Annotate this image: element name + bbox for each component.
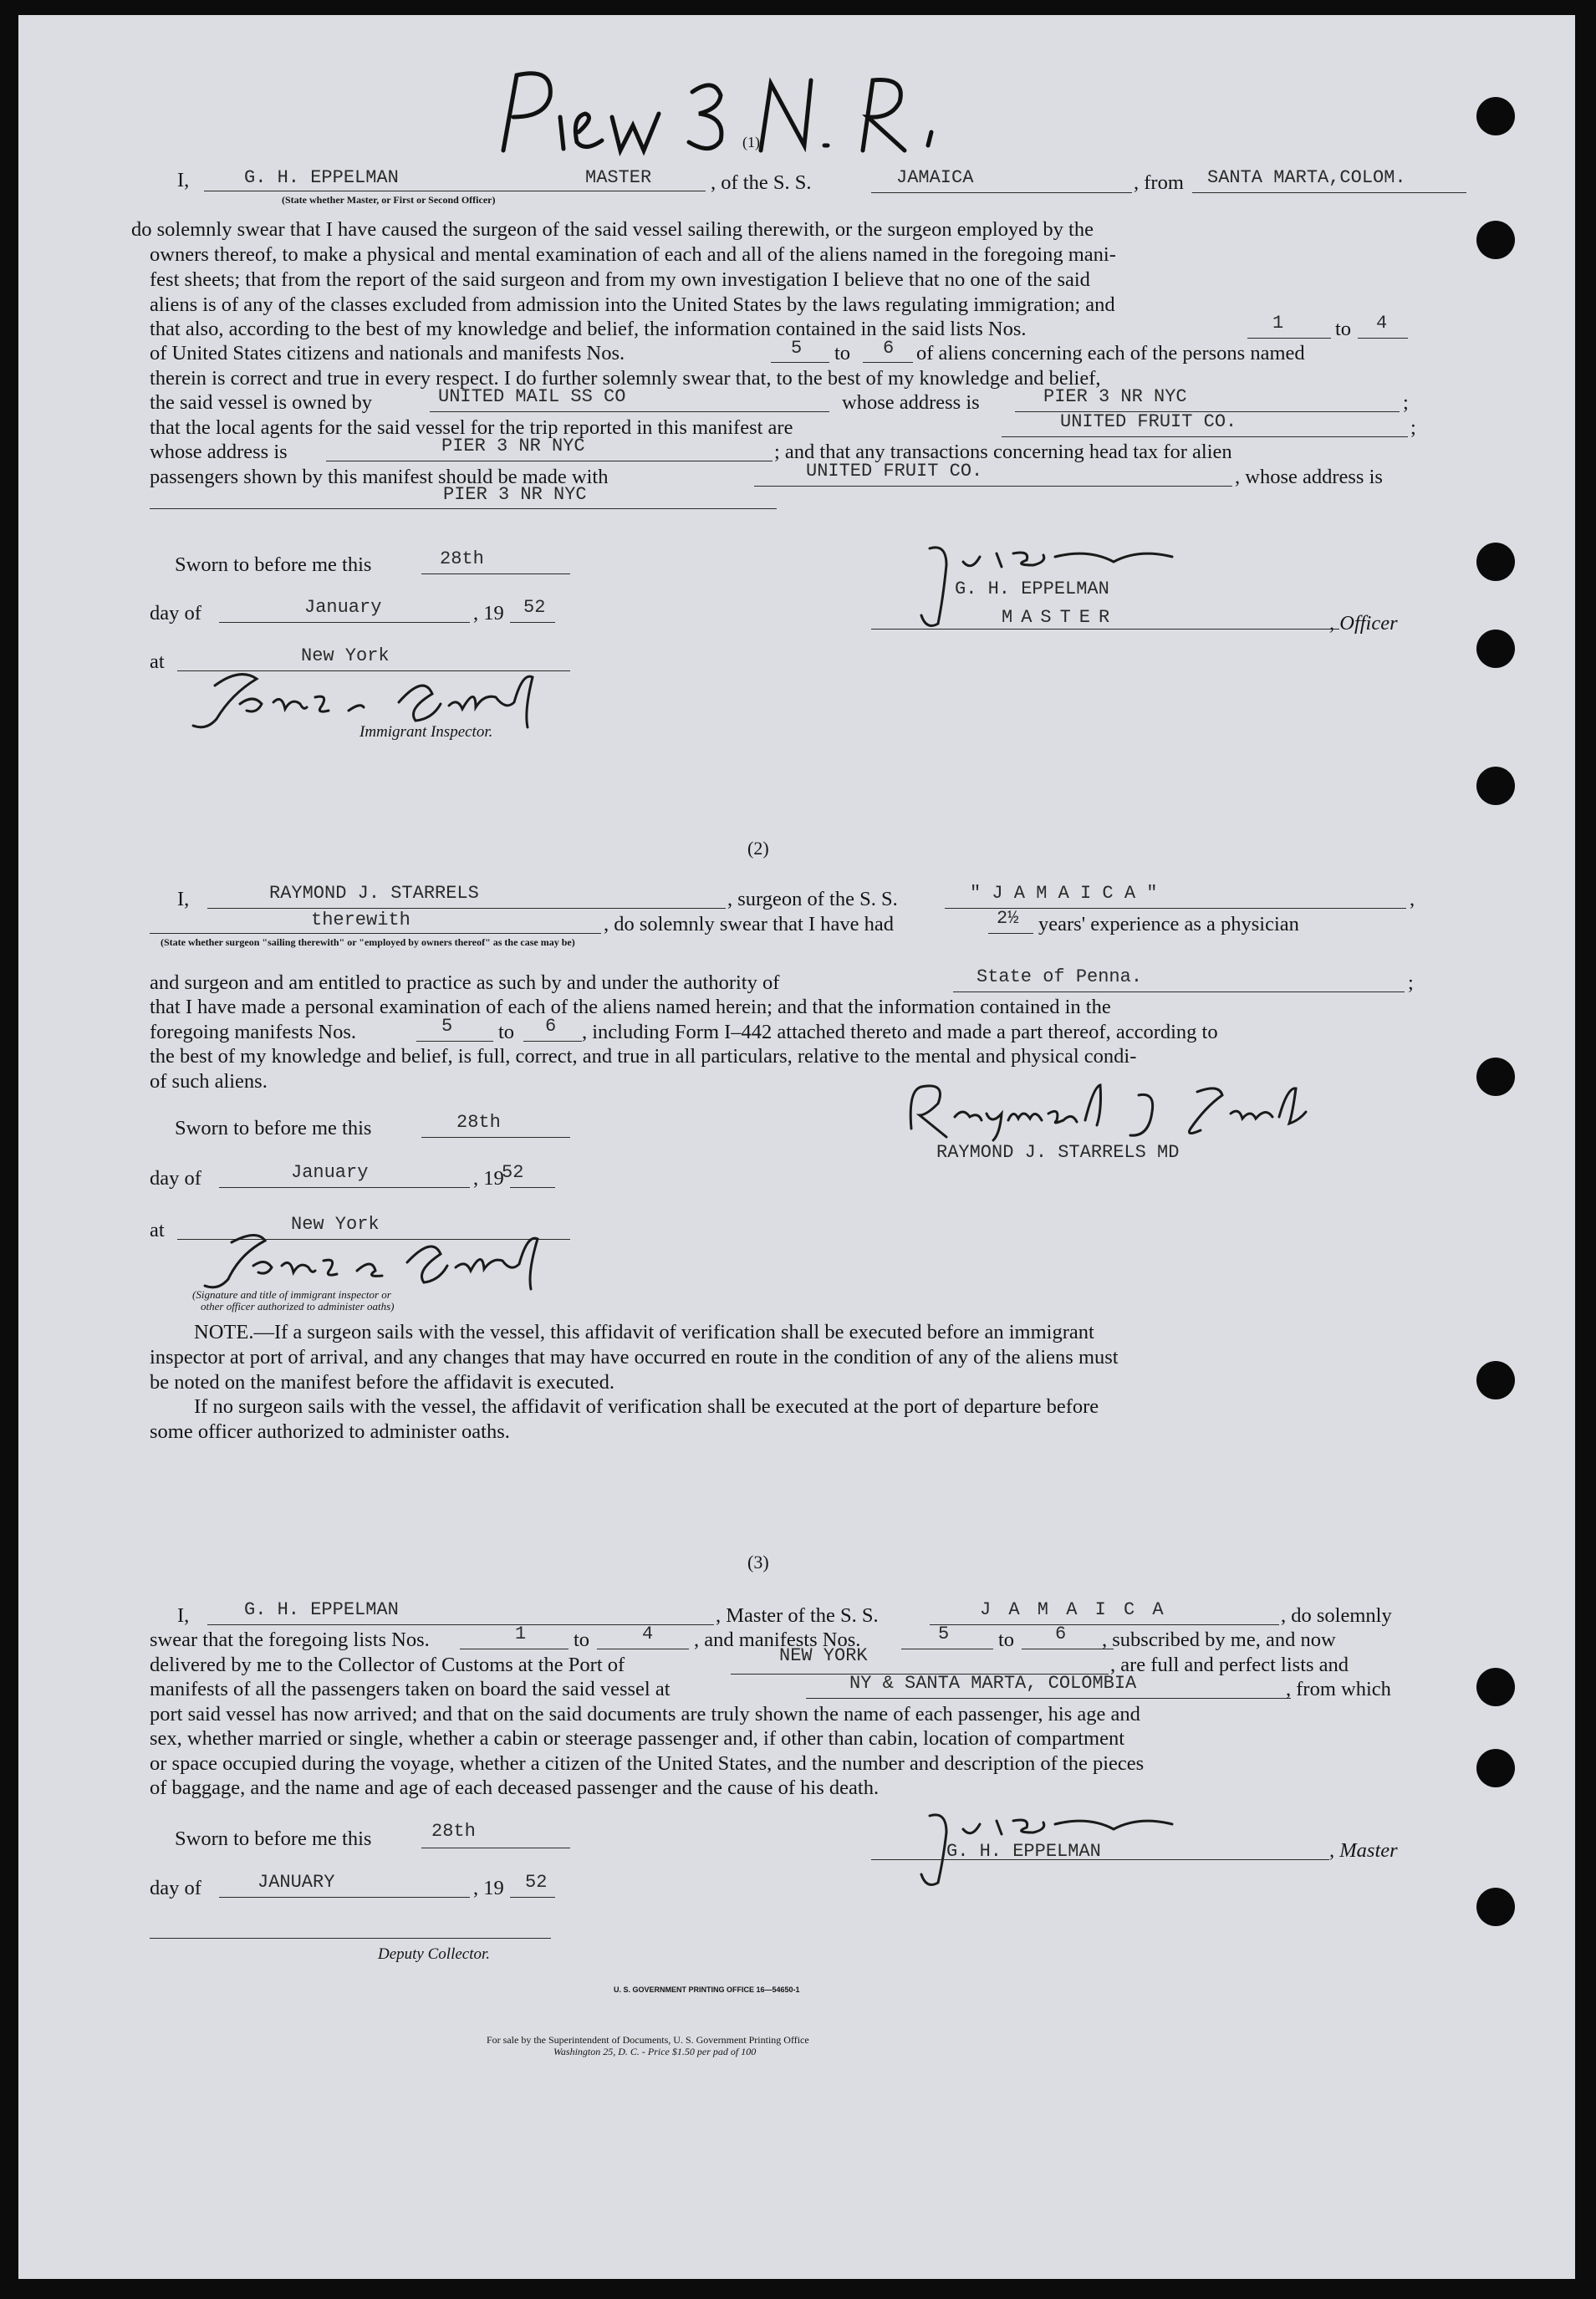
day-of-label: day of [150,602,201,624]
vessel-name: JAMAICA [896,167,974,188]
s3-line-0: port said vessel has now arrived; and that on the said documents are truly shown the name of each passenger, his age and [150,1703,1140,1726]
collector-caption: Deputy Collector. [378,1945,491,1963]
s2-line-0: and surgeon and am entitled to practice as such by and under the authority of [150,971,780,994]
section-2-number: (2) [747,838,769,859]
sworn-label: Sworn to before me this [175,1117,372,1139]
inspector-caption: Immigrant Inspector. [359,723,493,741]
master-name: G. H. EPPELMAN [244,1599,399,1620]
month: JANUARY [258,1872,335,1893]
document-page [18,15,1575,2279]
section-1-i: I, [177,169,190,191]
owner-address: PIER 3 NR NYC [1043,386,1187,407]
master-name: G. H. EPPELMAN [244,167,399,188]
s1-line-2: fest sheets; that from the report of the said surgeon and from my own investigation I believe that no one of the said [150,268,1090,291]
surgeon-vessel: " J A M A I C A " [970,883,1158,904]
s1-line-9: whose address is [150,441,288,463]
sworn-label: Sworn to before me this [175,1827,372,1850]
whose-address-label-2: , whose address is [1235,466,1383,488]
s2-line-2: foregoing manifests Nos. [150,1021,356,1043]
typed-master-name-3: G. H. EPPELMAN [946,1841,1101,1862]
s3-line-1: sex, whether married or single, whether a cabin or steerage passenger and, if other than cabin, location of compartment [150,1727,1125,1750]
sale-note-2: Washington 25, D. C. - Price $1.50 per pad of 100 [553,2046,757,2057]
s3-line1: swear that the foregoing lists Nos. [150,1629,430,1651]
sworn-day: 28th [456,1112,501,1133]
lists-from: 1 [1272,313,1284,334]
typed-surgeon-name: RAYMOND J. STARRELS MD [936,1142,1180,1163]
punch-hole [1476,1361,1515,1399]
head-tax-payee: UNITED FRUIT CO. [806,461,983,482]
s1-line-8: that the local agents for the said vessel for the trip reported in this manifest are [150,416,793,439]
surgeon-name: RAYMOND J. STARRELS [269,883,479,904]
to-word: to [1335,318,1352,340]
punch-hole [1476,1058,1515,1096]
to-word: to [834,342,851,364]
sig-caption-1: (Signature and title of immigrant inspector or [192,1288,391,1301]
manifests-to: 6 [883,338,895,359]
day-of-label: day of [150,1167,201,1190]
officer-label: , Officer [1329,612,1398,635]
from-label: , from [1134,171,1184,194]
s1-line-3: aliens is of any of the classes excluded from admission into the United States by the laws regulating immigration; and [150,293,1115,316]
form-text: , including Form I–442 attached thereto and made a part thereof, according to [582,1021,1218,1043]
month: January [304,597,382,618]
s1-line-1: owners thereof, to make a physical and mental examination of each and all of the aliens named in the foregoing mani- [150,243,1116,266]
typed-master-title: MASTER [1002,607,1119,628]
head-tax-text: ; and that any transactions concerning head tax for alien [774,441,1232,463]
punch-hole [1476,221,1515,259]
from-which-text: , from which [1286,1678,1391,1700]
note-line-0: NOTE.—If a surgeon sails with the vessel, this affidavit of verification shall be executed before an immigrant [194,1321,1094,1343]
master-rank: MASTER [585,167,652,188]
section-3-i: I, [177,1604,190,1627]
month: January [291,1162,369,1183]
s1-line-6: therein is correct and true in every respect. I do further solemnly swear that, to the best of my knowledge and belief, [150,367,1101,390]
years-text: years' experience as a physician [1038,913,1299,935]
surgeon-of-label: , surgeon of the S. S. [727,888,898,910]
lists-to: 4 [642,1624,654,1644]
master-label: , Master [1329,1839,1398,1862]
sale-note-1: For sale by the Superintendent of Documents, U. S. Government Printing Office [487,2034,809,2046]
handwritten-header [495,59,963,167]
day-of-label: day of [150,1877,201,1899]
s1-line-10: passengers shown by this manifest should be made with [150,466,609,488]
s2-line-3: the best of my knowledge and belief, is full, correct, and true in all particulars, relative to the mental and physical condi- [150,1045,1137,1068]
manifests-to: 6 [545,1016,557,1037]
to-word: to [998,1629,1015,1651]
sig-caption-2: other officer authorized to administer oaths) [201,1300,395,1313]
solemnly-label: , do solemnly [1281,1604,1392,1627]
typed-master-name: G. H. EPPELMAN [955,579,1109,599]
year-prefix: , 19 [473,1167,504,1190]
punch-hole [1476,630,1515,668]
s3-line-3: of baggage, and the name and age of each deceased passenger and the cause of his death. [150,1776,880,1799]
at-label: at [150,650,165,673]
capacity-note: (State whether surgeon "sailing therewith" or "employed by owners thereof" as the case may be) [161,936,575,948]
authority: State of Penna. [976,966,1143,987]
punch-hole [1476,1749,1515,1787]
surgeon-capacity: therewith [311,910,410,930]
arrival-port: NEW YORK [779,1645,868,1666]
punch-hole [1476,1888,1515,1926]
section-1-number: (1) [742,134,760,150]
year-suffix: 52 [523,597,546,618]
punch-hole [1476,543,1515,581]
sworn-label: Sworn to before me this [175,553,372,576]
semicolon: ; [1403,391,1409,414]
comma: , [1410,888,1415,910]
gpo-imprint: U. S. GOVERNMENT PRINTING OFFICE 16—54650-1 [614,1986,800,1994]
full-perfect-text: , are full and perfect lists and [1110,1654,1349,1676]
lists-from: 1 [515,1624,527,1644]
and-manifests-label: , and manifests Nos. [694,1629,861,1651]
manifests-from: 5 [938,1624,950,1644]
payee-address: PIER 3 NR NYC [443,484,587,505]
place: New York [301,645,390,666]
to-word: to [498,1021,515,1043]
punch-hole [1476,1668,1515,1706]
note-line-1: inspector at port of arrival, and any changes that may have occurred en route in the condition of any of the aliens must [150,1346,1119,1369]
s1-line-5: of United States citizens and nationals and manifests Nos. [150,342,625,364]
manifests-from: 5 [791,338,803,359]
of-ss-label: , of the S. S. [711,171,812,194]
semicolon: ; [1410,416,1416,439]
semicolon: ; [1408,971,1414,994]
note-line-3: If no surgeon sails with the vessel, the affidavit of verification shall be executed at the port of departure before [194,1395,1099,1418]
agents-address: PIER 3 NR NYC [441,436,585,456]
lists-to: 4 [1376,313,1388,334]
year-prefix: , 19 [473,1877,504,1899]
from-place: SANTA MARTA,COLOM. [1207,167,1406,188]
s1-line-0: do solemnly swear that I have caused the surgeon of the said vessel sailing therewith, or the surgeon employed by the [131,218,1094,241]
note-line-4: some officer authorized to administer oaths. [150,1420,510,1443]
at-label: at [150,1219,165,1241]
embarkation-ports: NY & SANTA MARTA, COLOMBIA [849,1673,1137,1694]
vessel-name: J A M A I C A [980,1599,1167,1620]
manifests-from: 5 [441,1016,453,1037]
year-prefix: , 19 [473,602,504,624]
s2-line-4: of such aliens. [150,1070,268,1093]
surgeon-signature [888,1070,1339,1145]
manifests-to: 6 [1055,1624,1067,1644]
years-experience: 2½ [997,908,1019,929]
s3-line2: delivered by me to the Collector of Customs at the Port of [150,1654,625,1676]
year-suffix: 52 [502,1162,524,1183]
local-agents: UNITED FRUIT CO. [1060,411,1237,432]
vessel-owner: UNITED MAIL SS CO [438,386,626,407]
rank-note: (State whether Master, or First or Second Officer) [282,194,496,206]
s3-line3: manifests of all the passengers taken on board the said vessel at [150,1678,671,1700]
note-line-2: be noted on the manifest before the affidavit is executed. [150,1371,615,1394]
punch-hole [1476,97,1515,135]
sworn-day: 28th [440,548,484,569]
s2-line-1: that I have made a personal examination of each of the aliens named herein; and that the information contained in the [150,996,1111,1018]
s1-line-4: that also, according to the best of my knowledge and belief, the information contained in the said lists Nos. [150,318,1027,340]
punch-hole [1476,767,1515,805]
to-word: to [574,1629,590,1651]
section-2-i: I, [177,888,190,910]
master-of-label: , Master of the S. S. [716,1604,879,1627]
place: New York [291,1214,380,1235]
year-suffix: 52 [525,1872,548,1893]
sworn-day: 28th [431,1821,476,1842]
swear-text: , do solemnly swear that I have had [604,913,894,935]
s1-line-7: the said vessel is owned by [150,391,373,414]
whose-address-label: whose address is [842,391,980,414]
subscribed-text: , subscribed by me, and now [1102,1629,1336,1651]
s3-line-2: or space occupied during the voyage, whether a citizen of the United States, and the number and description of the pieces [150,1752,1145,1775]
aliens-concerning: of aliens concerning each of the persons named [916,342,1305,364]
section-3-number: (3) [747,1552,769,1573]
